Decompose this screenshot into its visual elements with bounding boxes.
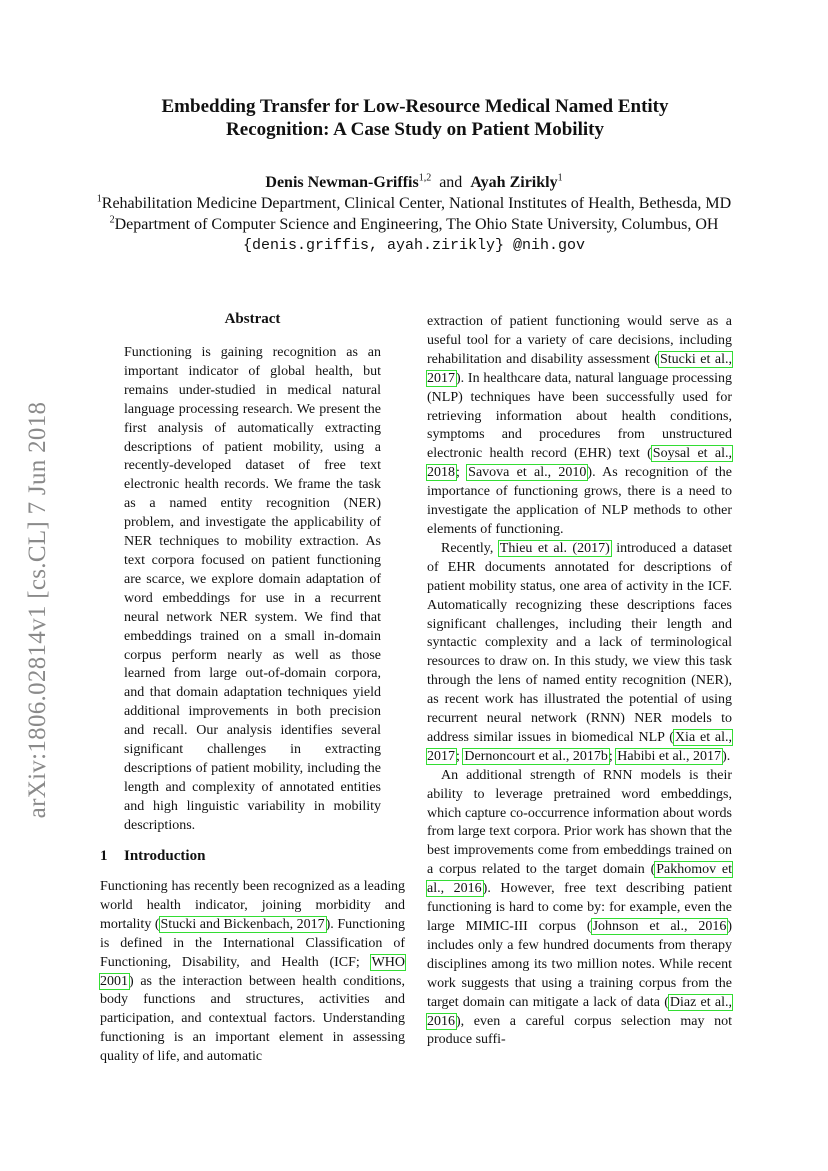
citation-link[interactable]: Pakhomov et al., 2016: [427, 862, 732, 897]
paragraph: [100, 878, 405, 1067]
abstract-text: Functioning is gaining recognition as an important indicator of global health, but remains under-studied in medical natural language processing research. We present the first analysis of automatically extracting descriptions of patient mobility, using a recently-developed dataset of free text electronic health records. We frame the task as a named entity recognition (NER) problem, and investigate the applicability of NER techniques to mobility extraction. As text corpora focused on patient functioning are scarce, we explore domain adaptation of word embeddings for use in a recurrent neural network NER system. We find that embeddings trained on a small in-domain corpus perform nearly as well as those learned from large out-of-domain corpora, and that domain adaptation techniques yield additional improvements in both precision and recall. Our analysis identifies several significant challenges in extracting descriptions of patient mobility, including the length and complexity of annotated entities and high linguistic variability in mobility descriptions.: [124, 345, 381, 833]
intro-column: [100, 878, 405, 1067]
text-run: ). However, free text describing patient functioning is hard to come by: for example, even the large MIMIC-III corpus (: [427, 881, 732, 934]
text-run: extraction of patient functioning would serve as a useful tool for a variety of care decisions, including rehabilitation and disability assessment (: [427, 314, 732, 367]
citation-link[interactable]: Habibi et al., 2017: [617, 748, 722, 764]
section-title: Introduction: [124, 848, 206, 864]
affiliation-2: [60, 214, 768, 235]
section-heading: [100, 848, 205, 865]
author-affil-sup: 1,2: [418, 172, 432, 184]
text-run: ) as the interaction between health conditions, body functions and structures, activities and participation, and contextual factors. Understanding functioning is an important element in assessing quality of life, and automatic: [100, 973, 405, 1065]
citation-link[interactable]: WHO 2001: [100, 954, 405, 989]
citation-link[interactable]: Thieu et al. (2017): [499, 540, 610, 556]
citation-link[interactable]: Dernoncourt et al., 2017b: [464, 748, 608, 764]
section-number: 1: [100, 848, 108, 864]
text-run: Functioning has recently been recognized as a leading world health indicator, joining morbidity and mortality (: [100, 879, 405, 932]
citation-link[interactable]: Xia et al., 2017: [427, 729, 733, 764]
author-affil-sup: 1: [557, 172, 563, 184]
text-run: ). Functioning is defined in the International Classification of Functioning, Disability, and Health (ICF;: [100, 916, 405, 970]
citation-link[interactable]: Soysal et al., 2018: [427, 446, 733, 481]
arxiv-stamp: [14, 375, 62, 845]
text-run: ;: [608, 748, 617, 764]
author-block: [60, 172, 768, 256]
text-run: ). As recognition of the importance of functioning grows, there is a need to investigate the application of NLP methods to other elements of functioning.: [427, 465, 732, 537]
affil-sup: 2: [109, 214, 115, 226]
citation-link[interactable]: Diaz et al., 2016: [427, 994, 732, 1029]
text-run: ;: [456, 748, 464, 764]
paper-title: [100, 95, 730, 141]
text-run: ), even a careful corpus selection may not produce suffi-: [427, 1013, 732, 1048]
author-name: Ayah Zirikly: [470, 174, 558, 191]
abstract-heading: Abstract: [224, 311, 281, 327]
author-email: {denis.griffis, ayah.zirikly} @nih.gov: [242, 237, 586, 254]
text-run: ). In healthcare data, natural language processing (NLP) techniques have been successfully used for retrieving information about health conditions, symptoms and procedures from unstructured electronic health record (EHR) text (: [427, 370, 732, 462]
citation-link[interactable]: Johnson et al., 2016: [592, 919, 727, 934]
text-run: Recently,: [441, 540, 499, 556]
title-line-1: Embedding Transfer for Low-Resource Medical Named Entity: [161, 96, 669, 117]
author-and: and: [439, 174, 463, 191]
paragraph: [427, 540, 732, 767]
paragraph: [427, 767, 732, 1051]
author-name: Denis Newman-Griffis: [265, 174, 419, 191]
affiliation-1: [60, 193, 768, 214]
paragraph: [427, 313, 732, 540]
affil-text: Rehabilitation Medicine Department, Clinical Center, National Institutes of Health, Bethesda, MD: [101, 195, 732, 212]
text-run: ) includes only a few hundred documents from therapy disciplines among its two million notes. While recent work suggests that using a training corpus from the target domain can mitigate a lack of data (: [427, 919, 733, 1010]
author-names: [60, 172, 768, 193]
text-run: introduced a dataset of EHR documents annotated for descriptions of patient mobility status, one area of activity in the ICF. Automatically recognizing these descriptions faces significant challenges, including their length and syntactic complexity and a lack of terminological resources to draw on. In this study, we view this task through the lens of named entity recognition (NER), as recent work has illustrated the potential of using recurrent neural network (RNN) NER models to address similar issues in biomedical NLP (: [427, 540, 733, 745]
arxiv-id: arXiv:1806.02814v1 [cs.CL] 7 Jun 2018: [24, 401, 51, 819]
citation-link[interactable]: Stucki et al., 2017: [427, 351, 732, 386]
affil-sup: 1: [96, 193, 102, 205]
citation-link[interactable]: Stucki and Bickenbach, 2017: [160, 916, 325, 932]
text-run: ;: [456, 465, 468, 481]
affil-text: Department of Computer Science and Engineering, The Ohio State University, Columbus, OH: [114, 216, 719, 233]
text-run: An additional strength of RNN models is their ability to leverage pretrained word embeddings, which capture co-occurrence information about words from large text corpora. Prior work has shown that the best improvements come from embeddings trained on a corpus related to the target domain (: [427, 767, 732, 878]
text-run: ).: [722, 748, 731, 764]
right-column: [427, 313, 732, 1050]
citation-link[interactable]: Savova et al., 2010: [468, 465, 587, 481]
title-line-2: Recognition: A Case Study on Patient Mobility: [226, 119, 604, 140]
